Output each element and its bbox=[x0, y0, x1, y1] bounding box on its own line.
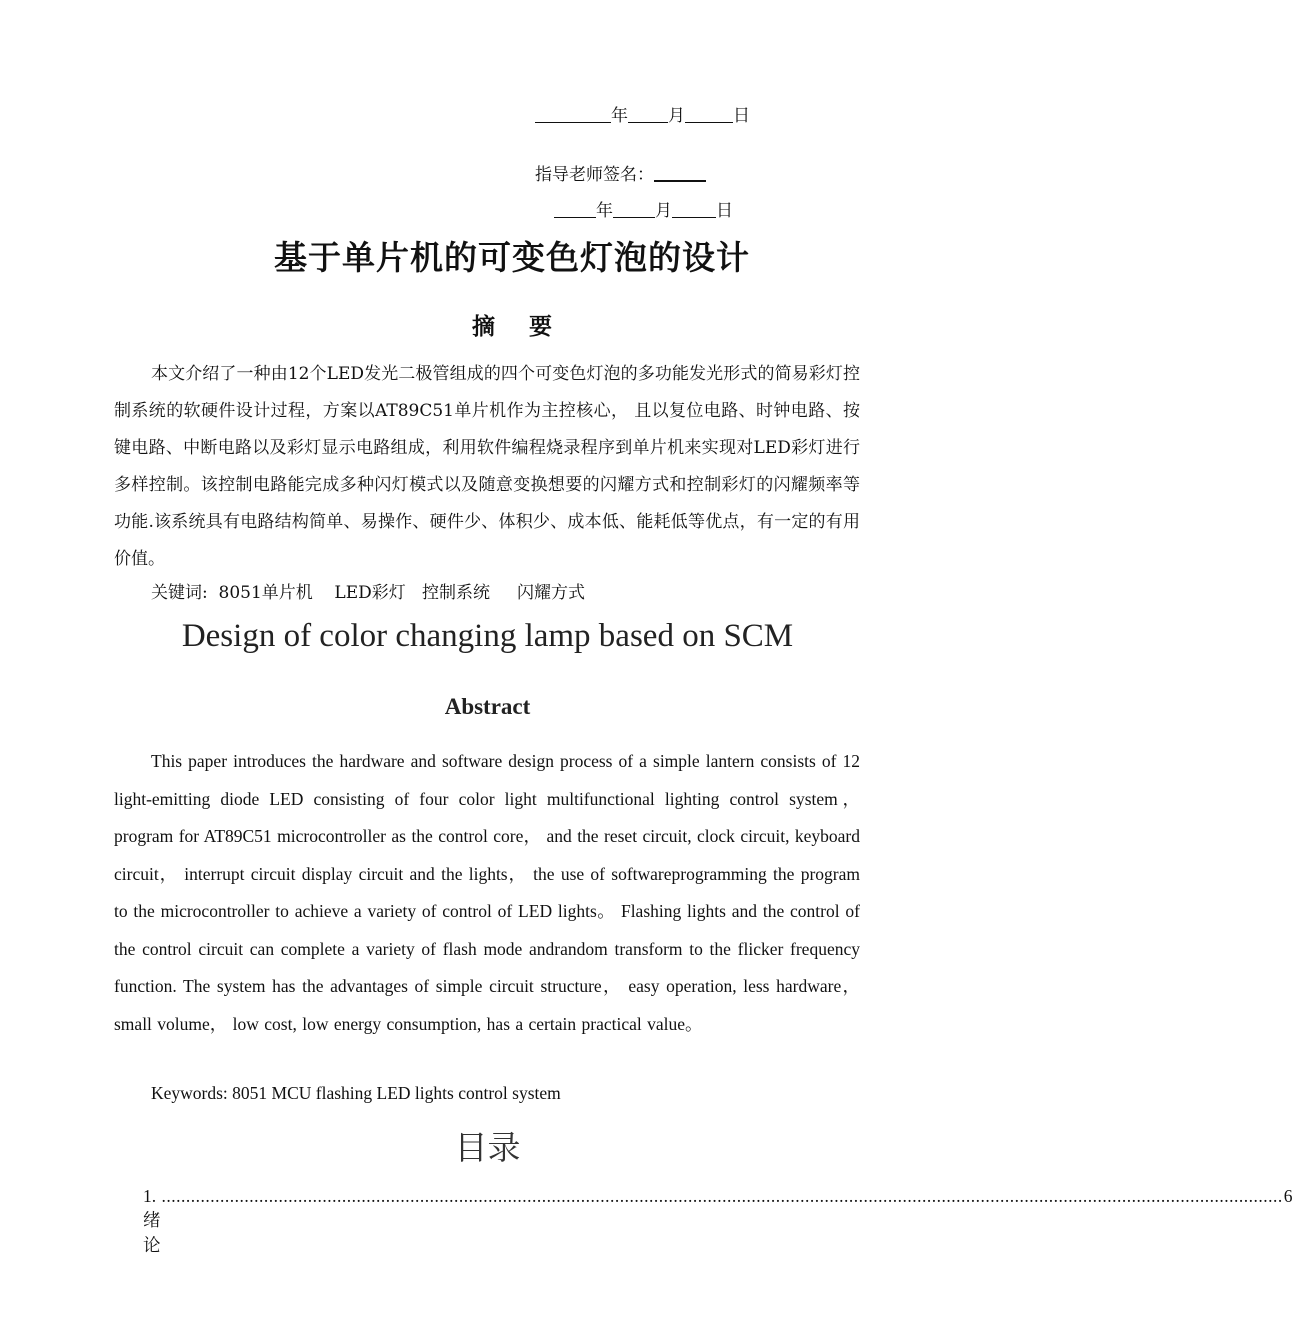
year-label: 年 bbox=[611, 106, 628, 126]
day-blank-2 bbox=[672, 201, 716, 218]
supervisor-signature bbox=[535, 160, 706, 185]
toc-heading: 目录 bbox=[454, 1128, 521, 1167]
english-title: Design of color changing lamp based on SCM bbox=[181, 618, 794, 654]
year-label-2: 年 bbox=[596, 201, 613, 221]
year-blank-2 bbox=[554, 201, 596, 218]
toc-leader-dots: ...................................................................................................................................................................................................................................... bbox=[161, 1186, 1283, 1206]
date-line-top bbox=[535, 101, 750, 126]
month-blank bbox=[628, 106, 668, 123]
chinese-title: 基于单片机的可变色灯泡的设计 bbox=[274, 238, 750, 277]
signature-blank bbox=[654, 164, 706, 182]
chinese-keywords: 关键词: 8051单片机 LED彩灯 控制系统 闪耀方式 bbox=[151, 583, 585, 603]
toc-entry-page: 6 bbox=[1283, 1186, 1293, 1206]
year-blank bbox=[535, 106, 611, 123]
day-label: 日 bbox=[733, 106, 750, 126]
month-blank-2 bbox=[613, 201, 655, 218]
english-abstract-body: This paper introduces the hardware and software design process of a simple lantern consists of 12 light-emitting diode LED consisting of four color light multifunctional lighting control system， program for AT89C51 microcontroller as the control core， and the reset circuit, clock circuit, keyboard circuit， interrupt circuit display circuit and the lights， the use of softwareprogramming the program to the microcontroller to achieve a variety of control of LED lights。 Flashing lights and the control of the control circuit can complete a variety of flash mode andrandom transform to the flicker frequency function. The system has the advantages of simple circuit structure， easy operation, less hardware， small volume， low cost, low energy consumption, has a certain practical value。 bbox=[114, 751, 860, 1034]
day-blank bbox=[685, 106, 733, 123]
chinese-abstract-body: 本文介绍了一种由12个LED发光二极管组成的四个可变色灯泡的多功能发光形式的简易彩灯控制系统的软硬件设计过程，方案以AT89C51单片机作为主控核心， 且以复位电路、时钟电路、按键电路、中断电路以及彩灯显示电路组成，利用软件编程烧录程序到单片机来实现对LED彩灯进行多样控制。该控制电路能完成多种闪灯模式以及随意变换想要的闪耀方式和控制彩灯的闪耀频率等功能.该系统具有电路结构简单、易操作、硬件少、体积少、成本低、能耗低等优点，有一定的有用价值。 bbox=[114, 364, 860, 569]
supervisor-label: 指导老师签名： bbox=[535, 165, 654, 185]
toc-entry[interactable] bbox=[143, 1186, 1293, 1257]
month-label: 月 bbox=[668, 106, 685, 126]
date-line-bottom bbox=[554, 196, 733, 221]
english-abstract-heading: Abstract bbox=[444, 694, 531, 719]
day-label-2: 日 bbox=[716, 201, 733, 221]
month-label-2: 月 bbox=[655, 201, 672, 221]
toc-entry-label: 1. 绪论 bbox=[143, 1186, 161, 1255]
chinese-abstract-heading: 摘 要 bbox=[471, 314, 552, 340]
english-keywords: Keywords: 8051 MCU flashing LED lights control system bbox=[151, 1083, 561, 1103]
